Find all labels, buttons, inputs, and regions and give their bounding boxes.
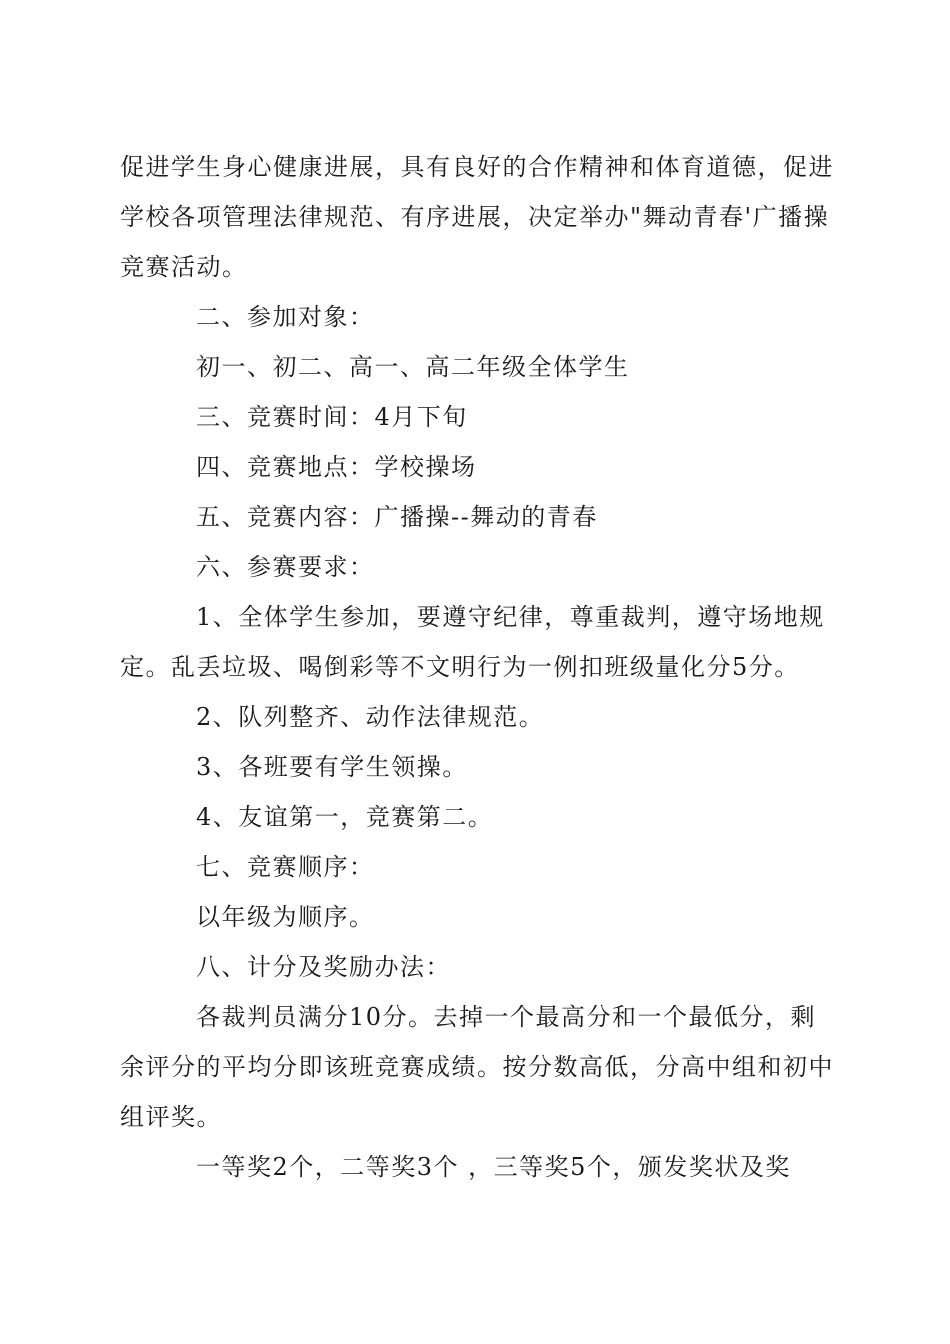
- paragraph-line: 组评奖。: [120, 1103, 222, 1131]
- list-item: 2、队列整齐、动作法律规范。: [196, 703, 545, 731]
- list-item-continuation: 定。乱丢垃圾、喝倒彩等不文明行为一例扣班级量化分5分。: [120, 653, 800, 681]
- paragraph-line: 各裁判员满分10分。去掉一个最高分和一个最低分，剩: [196, 1003, 817, 1031]
- paragraph-line: 初一、初二、高一、高二年级全体学生: [196, 353, 630, 381]
- section-heading: 七、竞赛顺序：: [196, 853, 375, 881]
- section-heading: 二、参加对象：: [196, 303, 375, 331]
- section-heading: 八、计分及奖励办法：: [196, 953, 451, 981]
- paragraph-line: 以年级为顺序。: [196, 903, 375, 931]
- list-item: 1、全体学生参加，要遵守纪律，尊重裁判，遵守场地规: [196, 603, 825, 631]
- section-heading: 三、竞赛时间：4月下旬: [196, 403, 468, 431]
- section-heading: 六、参赛要求：: [196, 553, 375, 581]
- section-heading: 四、竞赛地点：学校操场: [196, 453, 477, 481]
- paragraph-line: 学校各项管理法律规范、有序进展，决定举办"舞动青春'广播操: [120, 203, 830, 231]
- paragraph-line: 促进学生身心健康进展，具有良好的合作精神和体育道德，促进: [120, 153, 834, 181]
- paragraph-line: 竞赛活动。: [120, 253, 248, 281]
- section-heading: 五、竞赛内容：广播操--舞动的青春: [196, 503, 598, 531]
- list-item: 4、友谊第一，竞赛第二。: [196, 803, 494, 831]
- list-item: 3、各班要有学生领操。: [196, 753, 468, 781]
- paragraph-line: 余评分的平均分即该班竞赛成绩。按分数高低，分高中组和初中: [120, 1053, 834, 1081]
- paragraph-line: 一等奖2个，二等奖3个 ，三等奖5个，颁发奖状及奖: [196, 1153, 791, 1181]
